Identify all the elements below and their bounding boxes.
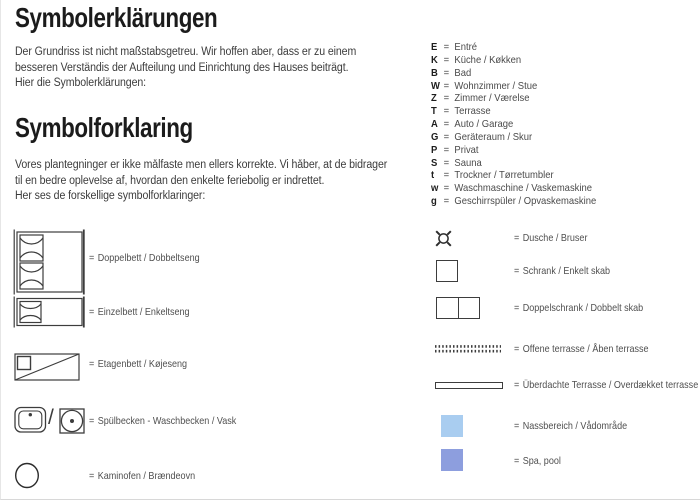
- legend-label-spa-pool: [514, 456, 561, 468]
- equals-sign: =: [443, 143, 450, 156]
- equals-sign: =: [443, 169, 450, 182]
- abbr-letter: K: [431, 53, 438, 66]
- abbr-row: [431, 41, 596, 54]
- abbr-definition: Entré: [454, 41, 477, 53]
- abbr-definition: Terrasse: [454, 105, 491, 118]
- legend-label-single-cabinet: [514, 266, 610, 278]
- abbr-letter: G: [431, 130, 439, 143]
- abbr-row: [431, 92, 596, 105]
- legend-text: Dusche / Bruser: [522, 232, 588, 244]
- abbr-row: [431, 131, 596, 144]
- abbr-letter: B: [431, 66, 438, 79]
- open-terrace-icon: [434, 344, 502, 354]
- abbr-letter: t: [431, 169, 435, 182]
- legend-label-single-bed: [89, 307, 190, 319]
- abbr-row: [431, 54, 596, 67]
- equals-sign: =: [89, 252, 95, 264]
- legend-text: Nassbereich / Vådområde: [522, 420, 628, 432]
- legend-text: Überdachte Terrasse / Overdækket terrasse: [522, 379, 699, 391]
- abbr-definition: Privat: [454, 143, 479, 156]
- equals-sign: =: [514, 455, 520, 467]
- legend-text: Einzelbett / Enkeltseng: [97, 306, 190, 318]
- legend-label-stove: [89, 471, 195, 483]
- legend-label-covered-terrace: [514, 380, 698, 392]
- page-title-de: Symbolerklärungen: [15, 2, 218, 33]
- legend-text: Offene terrasse / Åben terrasse: [522, 343, 649, 355]
- abbr-letter: P: [431, 143, 438, 156]
- legend-label-wet-area: [514, 421, 627, 433]
- abbr-letter: S: [431, 156, 438, 169]
- equals-sign: =: [443, 53, 450, 66]
- rectangular-sink-icon: [14, 406, 47, 434]
- paragraph-line: Hier die Symbolerklärungen:: [15, 77, 147, 90]
- equals-sign: =: [443, 130, 450, 143]
- bunk-bed-icon: [14, 353, 80, 381]
- paragraph-line: besseren Verständis der Aufteilung und Einrichtung des Hauses beiträgt.: [15, 61, 349, 74]
- abbr-letter: W: [431, 79, 440, 92]
- wood-stove-icon: [14, 462, 40, 489]
- wet-area-swatch: [441, 415, 463, 437]
- round-sink-icon: [59, 408, 85, 434]
- equals-sign: =: [514, 379, 520, 391]
- equals-sign: =: [514, 232, 520, 244]
- abbr-row: [431, 195, 596, 208]
- legend-text: Spülbecken - Waschbecken / Vask: [97, 415, 237, 427]
- legend-label-shower: [514, 233, 587, 245]
- abbr-row: [431, 80, 596, 93]
- equals-sign: =: [443, 182, 450, 195]
- double-bed-icon: [12, 229, 88, 295]
- equals-sign: =: [89, 358, 95, 370]
- legend-label-double-bed: [89, 253, 200, 265]
- sink-separator-slash: /: [48, 406, 54, 429]
- legend-label-open-terrace: [514, 344, 649, 356]
- equals-sign: =: [443, 195, 450, 208]
- intro-paragraph-da: [15, 158, 387, 205]
- legend-label-sink: [89, 416, 236, 428]
- abbr-definition: Küche / Køkken: [454, 53, 522, 66]
- abbr-row: [431, 105, 596, 118]
- intro-paragraph-de: [15, 45, 356, 92]
- shower-icon: [433, 228, 454, 249]
- abbr-definition: Auto / Garage: [454, 118, 514, 131]
- abbr-letter: A: [431, 118, 438, 131]
- spa-pool-swatch: [441, 449, 463, 471]
- legend-text: Spa, pool: [522, 455, 561, 467]
- legend-text: Kaminofen / Brændeovn: [97, 470, 196, 482]
- abbr-letter: E: [431, 41, 438, 53]
- abbr-definition: Zimmer / Værelse: [454, 92, 530, 105]
- equals-sign: =: [443, 66, 450, 79]
- abbr-definition: Geräteraum / Skur: [454, 130, 533, 143]
- abbr-row: [431, 182, 596, 195]
- equals-sign: =: [443, 41, 450, 53]
- paragraph-line: Vores plantegninger er ikke målfaste men ellers korrekte. Vi håber, at de bidrager: [15, 159, 388, 171]
- equals-sign: =: [443, 105, 450, 118]
- equals-sign: =: [443, 92, 450, 105]
- abbr-definition: Wohnzimmer / Stue: [454, 79, 538, 92]
- abbr-row: [431, 157, 596, 170]
- equals-sign: =: [514, 420, 520, 432]
- abbr-row: [431, 144, 596, 157]
- covered-terrace-icon: [435, 382, 503, 389]
- abbr-letter: w: [431, 182, 439, 195]
- abbreviation-list: [431, 41, 596, 208]
- legend-label-double-cabinet: [514, 303, 643, 315]
- single-bed-icon: [12, 296, 88, 328]
- equals-sign: =: [89, 415, 95, 427]
- abbr-definition: Sauna: [454, 156, 482, 169]
- single-cabinet-icon: [436, 260, 458, 282]
- page-title-da: Symbolforklaring: [15, 112, 193, 143]
- paragraph-line: Der Grundriss ist nicht maßstabsgetreu. Wir hoffen aber, dass er zu einem: [15, 46, 357, 58]
- legend-text: Doppelschrank / Dobbelt skab: [522, 302, 644, 314]
- abbr-definition: Geschirrspüler / Opvaskemaskine: [454, 195, 597, 208]
- legend-label-bunk-bed: [89, 359, 187, 371]
- equals-sign: =: [89, 470, 95, 482]
- abbr-definition: Waschmaschine / Vaskemaskine: [454, 182, 593, 195]
- abbr-row: [431, 169, 596, 182]
- abbr-row: [431, 118, 596, 131]
- abbr-row: [431, 67, 596, 80]
- paragraph-line: Her ses de forskellige symbolforklaringer:: [15, 190, 206, 203]
- double-cabinet-icon: [436, 297, 480, 319]
- paragraph-line: til en bedre oplevelse af, hvordan den enkelte feriebolig er indrettet.: [15, 174, 325, 187]
- abbr-letter: T: [431, 105, 437, 118]
- equals-sign: =: [443, 156, 450, 169]
- equals-sign: =: [514, 265, 520, 277]
- legend-text: Schrank / Enkelt skab: [522, 265, 611, 277]
- abbr-definition: Bad: [454, 66, 472, 79]
- legend-text: Etagenbett / Køjeseng: [97, 358, 188, 370]
- abbr-definition: Trockner / Tørretumbler: [454, 169, 554, 182]
- equals-sign: =: [514, 343, 520, 355]
- equals-sign: =: [443, 118, 450, 131]
- legend-text: Doppelbett / Dobbeltseng: [97, 252, 200, 264]
- cabinet-divider: [458, 298, 459, 318]
- equals-sign: =: [89, 306, 95, 318]
- equals-sign: =: [514, 302, 520, 314]
- abbr-letter: Z: [431, 92, 437, 105]
- equals-sign: =: [443, 79, 450, 92]
- abbr-letter: g: [431, 195, 437, 208]
